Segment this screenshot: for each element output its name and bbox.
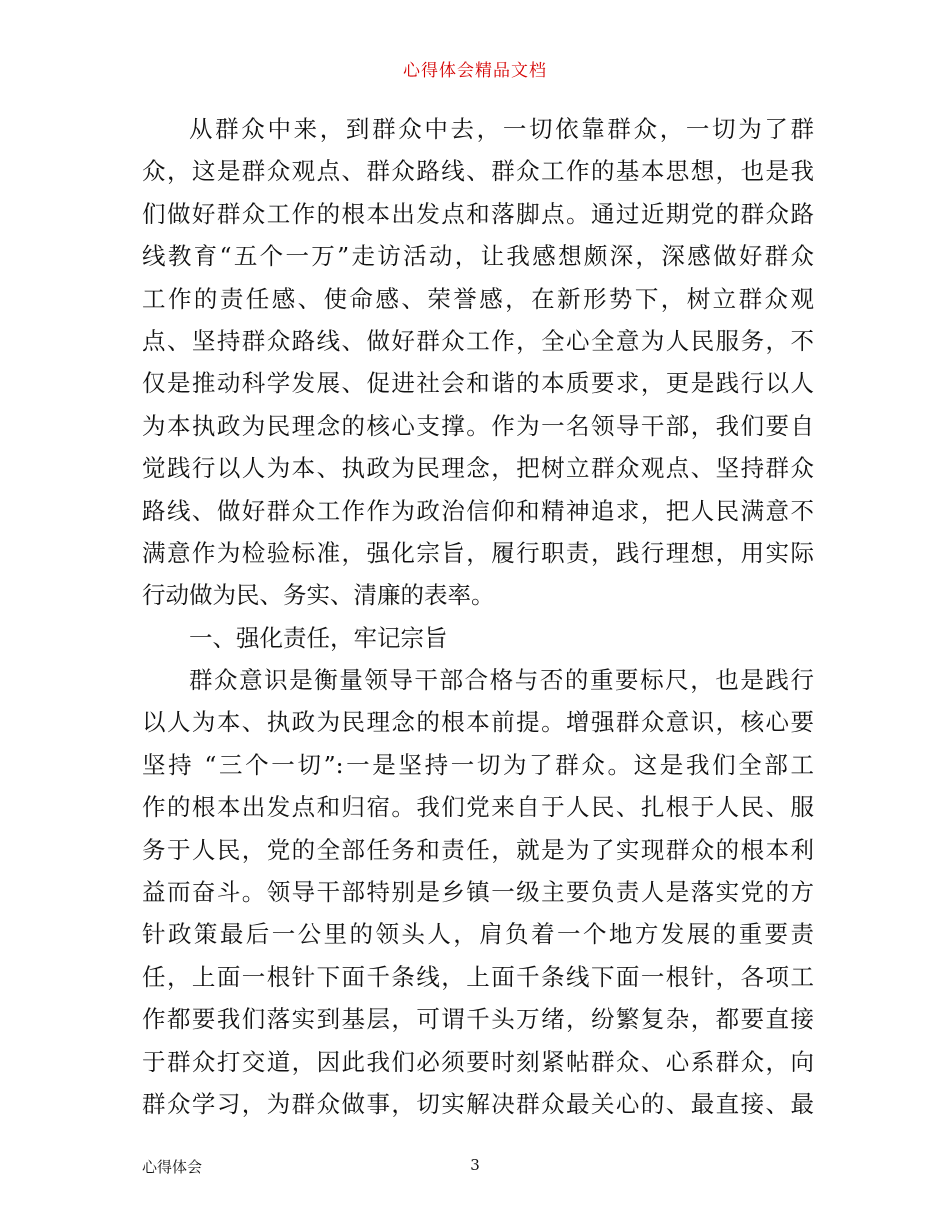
text-line: 作的根本出发点和归宿。我们党来自于人民、扎根于人民、服 <box>142 793 814 822</box>
text-line: 众，这是群众观点、群众路线、群众工作的基本思想，也是我 <box>142 157 814 186</box>
text-line: 群众学习，为群众做事，切实解决群众最关心的、最直接、最 <box>142 1089 814 1118</box>
text-line: 行动做为民、务实、清廉的表率。 <box>142 581 495 610</box>
footer-label: 心得体会 <box>142 1158 203 1176</box>
text-line: 针政策最后一公里的领头人，肩负着一个地方发展的重要责 <box>142 920 814 949</box>
text-line: 务于人民，党的全部任务和责任，就是为了实现群众的根本利 <box>142 835 814 864</box>
text-line: 仅是推动科学发展、促进社会和谐的本质要求，更是践行以人 <box>142 369 814 398</box>
text-line: 路线、做好群众工作作为政治信仰和精神追求，把人民满意不 <box>142 496 814 525</box>
text-line: 工作的责任感、使命感、荣誉感，在新形势下，树立群众观 <box>142 284 814 313</box>
text-line: 线教育“五个一万”走访活动，让我感想颇深，深感做好群众 <box>142 242 814 271</box>
text-line: 们做好群众工作的根本出发点和落脚点。通过近期党的群众路 <box>142 199 814 228</box>
text-line: 坚持 “三个一切”:一是坚持一切为了群众。这是我们全部工 <box>142 750 814 779</box>
page-header-title: 心得体会精品文档 <box>403 61 547 81</box>
text-line: 从群众中来，到群众中去，一切依靠群众，一切为了群 <box>189 115 814 143</box>
page-number: 3 <box>470 1156 480 1174</box>
text-line: 作都要我们落实到基层，可谓千头万绪，纷繁复杂，都要直接 <box>142 1005 814 1034</box>
text-line: 群众意识是衡量领导干部合格与否的重要标尺，也是践行 <box>189 666 814 695</box>
text-line: 觉践行以人为本、执政为民理念，把树立群众观点、坚持群众 <box>142 454 814 483</box>
text-line: 满意作为检验标准，强化宗旨，履行职责，践行理想，用实际 <box>142 538 814 567</box>
text-line: 任，上面一根针下面千条线，上面千条线下面一根针，各项工 <box>142 962 814 991</box>
text-line: 以人为本、执政为民理念的根本前提。增强群众意识，核心要 <box>142 708 814 737</box>
document-body <box>142 108 814 1125</box>
text-line: 益而奋斗。领导干部特别是乡镇一级主要负责人是落实党的方 <box>142 878 814 907</box>
section-heading: 一、强化责任，牢记宗旨 <box>189 623 448 652</box>
text-line: 为本执政为民理念的核心支撑。作为一名领导干部，我们要自 <box>142 411 814 440</box>
text-line: 点、坚持群众路线、做好群众工作，全心全意为人民服务，不 <box>142 326 814 355</box>
text-line: 于群众打交道，因此我们必须要时刻紧帖群众、心系群众，向 <box>142 1047 814 1076</box>
